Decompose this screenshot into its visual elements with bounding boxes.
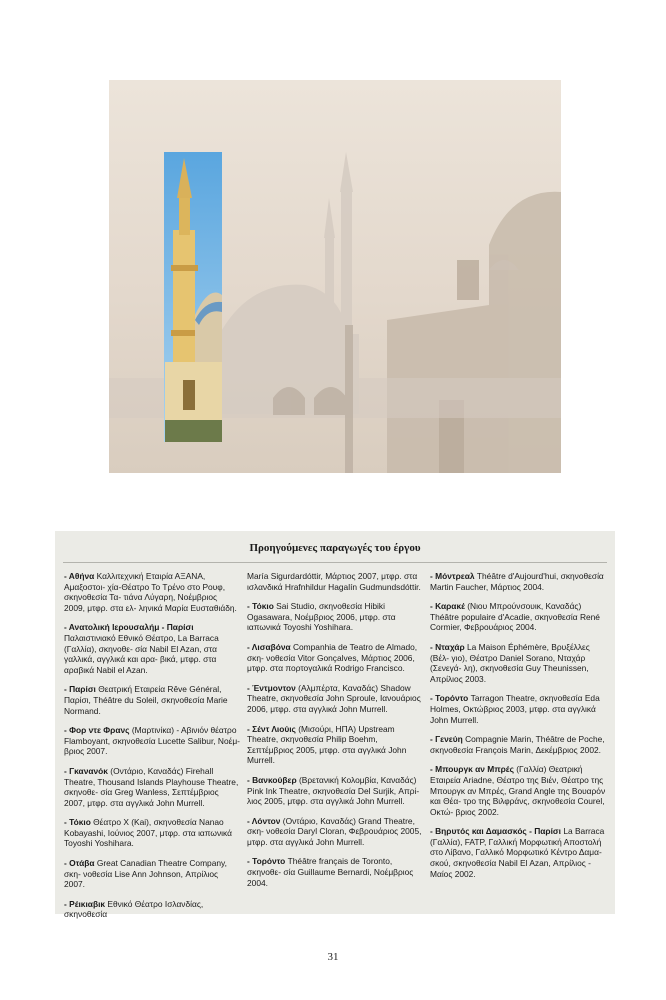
production-entry — [247, 683, 423, 715]
entry-place: - Τόκιο — [247, 601, 274, 612]
productions-column-3 — [430, 571, 606, 888]
productions-column-1 — [64, 571, 240, 929]
entry-text: Sai Studio, σκηνοθεσία Hibiki Ogasawara, Νοέμβριος 2006, μτφρ. στα ιαπωνικά Toyoshi Yoshihara. — [247, 601, 396, 633]
production-entry — [430, 693, 606, 725]
entry-place: - Αθήνα — [64, 571, 95, 581]
entry-text: La Barraca (Γαλλία), FATP, Γαλλική Μορφωτική Αποστολή στο Λίβανο, Γαλλικό Μορφωτικό Κέντρο Δαμα- σκού, σκηνοθεσία Nabil El Azan, Απρίλιος - Μαίος 2002. — [430, 826, 605, 879]
entry-text: (Μισούρι, ΗΠΑ) Upstream Theatre, σκηνοθεσία Philip Boehm, Σεπτέμβριος 2005, μτφρ. στα αγγλικά John Murrell. — [247, 723, 407, 766]
production-entry — [64, 684, 240, 716]
entry-place: - Βανκούβερ — [247, 774, 297, 785]
entry-place: - Νταχάρ — [430, 641, 465, 652]
entry-text: (Αλμπέρτα, Καναδάς) Shadow Theatre, σκηνοθεσία John Sproule, Ιανουάριος 2006, μτφρ. στα αγγλικά John Murrell. — [247, 682, 421, 714]
entry-place: - Καρακέ — [430, 601, 465, 612]
entry-text: Εθνικό Θέατρο Ισλανδίας, σκηνοθεσία — [64, 898, 204, 920]
entry-place: - Φορ ντε Φρανς — [64, 725, 130, 736]
production-entry — [64, 858, 240, 890]
entry-text: Companhia de Teatro de Almado, σκη- νοθεσία Vitor Gonçalves, Μάρτιος 2006, μτφρ. στα πορτογαλικά Rodrigo Francisco. — [247, 641, 418, 674]
production-entry — [64, 571, 240, 613]
panel-title: Προηγούμενες παραγωγές του έργου — [249, 542, 421, 554]
production-entry — [64, 817, 240, 849]
entry-place: - Οτάβα — [64, 858, 95, 869]
entry-place: - Τορόντο — [247, 856, 286, 867]
entry-place: - Μπουργκ αν Μπρές — [430, 764, 514, 775]
entry-text: La Maison Éphémère, Βρυξέλλες (Βέλ- γιο), Θέατρο Daniel Sorano, Νταχάρ (Σενεγά- λη), σκηνοθεσία Guy Theunissen, Απρίλιος 2003. — [430, 641, 590, 684]
production-entry — [247, 724, 423, 766]
entry-text: Θεατρική Εταιρεία Rêve Général, Παρίσι, Théâtre du Soleil, σκηνοθεσία Marie Normand. — [64, 684, 228, 716]
production-entry — [247, 571, 423, 592]
previous-productions-panel — [55, 531, 615, 920]
mosque-illustration — [109, 80, 561, 473]
production-entry — [247, 856, 423, 888]
entry-place: - Μόντρεαλ — [430, 571, 475, 581]
entry-place: - Λόντον — [247, 815, 281, 826]
entry-text: (Μαρτινίκα) - Αβινιόν θέατρο Flamboyant, σκηνοθεσία Lucette Salibur, Νοέμ- βριος 2007. — [64, 725, 240, 757]
entry-text: (Γαλλία) Θεατρική Εταιρεία Ariadne, Θέατρο της Βιέν, Θέατρο της Μπουργκ αν Μπρές, Grand Angle της Βουαρόν και Θέα- τρο της Βιλφράνς, σκηνοθεσία Courel, Οκτώ- βριος 2002. — [430, 764, 606, 817]
production-entry — [64, 766, 240, 808]
entry-place: - Σέντ Λιούις — [247, 723, 296, 734]
entry-text: Théâtre français de Toronto, σκηνοθε- σία Guillaume Bernardi, Νοέμβριος 2004. — [247, 856, 414, 888]
entry-place: - Λισαβόνα — [247, 641, 291, 652]
production-entry — [247, 775, 423, 807]
entry-text: (Οντάριο, Καναδάς) Grand Theatre, σκη- νοθεσία Daryl Cloran, Φεβρουάριος 2005, μτφρ. στα αγγλικά John Murrell. — [247, 815, 422, 847]
entry-text: Καλλιτεχνική Εταιρία ΑΞΑΝΑ, Αμαξοστοι- χία-Θέατρο Το Τρένο στο Ρουφ, σκηνοθεσία Τα- τιάνα Λύγαρη, Νοέμβριος 2009, μτφρ. στα ελ- ληνικά Μαρία Ευσταθιάδη. — [64, 571, 237, 613]
mosque-photo — [109, 80, 561, 473]
entry-text: (Νιου Μπρούνσουικ, Καναδάς) Théâtre populaire d'Acadie, σκηνοθεσία René Cormier, Φεβρουάριος 2004. — [430, 601, 600, 633]
productions-column-2 — [247, 571, 423, 897]
entry-text: (Οντάριο, Καναδάς) Firehall Theatre, Thousand Islands Playhouse Theatre, σκηνοθε- σία Greg Wanless, Σεπτέμβριος 2007, μτφρ. στα αγγλικά John Murrell. — [64, 765, 239, 808]
production-entry — [430, 764, 606, 817]
production-entry — [247, 601, 423, 633]
entry-text: (Βρετανική Κολομβία, Καναδάς) Pink Ink Theatre, σκηνοθεσία Del Surjik, Απρί- λιος 2005, μτφρ. στα αγγλικά John Murrell. — [247, 774, 420, 807]
entry-text: Compagnie Marin, Théâtre de Poche, σκηνοθεσία François Marin, Δεκέμβριος 2002. — [430, 734, 605, 755]
entry-place: - Βηρυτός και Δαμασκός - Παρίσι — [430, 826, 561, 837]
entry-text: María Sigurdardóttir, Μάρτιος 2007, μτφρ. στα ισλανδικά Hrafnhildur Hagalín Gudmundsdóttir. — [247, 571, 421, 592]
entry-text: Great Canadian Theatre Company, σκη- νοθεσία Lise Ann Johnson, Απρίλιος 2007. — [64, 858, 227, 890]
production-entry — [430, 826, 606, 879]
production-entry — [64, 725, 240, 757]
entry-text: Tarragon Theatre, σκηνοθεσία Eda Holmes, Οκτώβριος 2003, μτφρ. στα αγγλικά John Murrell. — [430, 693, 600, 725]
production-entry — [247, 816, 423, 848]
production-entry — [430, 734, 606, 755]
production-entry — [247, 642, 423, 674]
production-entry — [430, 601, 606, 633]
page-number: 31 — [327, 951, 339, 963]
entry-place: - Έντμοντον — [247, 682, 296, 693]
entry-text: Théâtre d'Aujourd'hui, σκηνοθεσία Martin Faucher, Μάρτιος 2004. — [430, 571, 604, 592]
production-entry — [64, 899, 240, 920]
production-entry — [430, 642, 606, 684]
entry-place: - Τόκιο — [64, 817, 91, 828]
production-entry — [430, 571, 606, 592]
entry-place: - Ανατολική Ιερουσαλήμ - Παρίσι — [64, 622, 194, 633]
entry-place: - Γενεύη — [430, 734, 463, 745]
title-divider — [63, 562, 607, 563]
entry-place: - Ρέικιαβικ — [64, 898, 106, 909]
entry-text: Παλαιστινιακό Εθνικό Θέατρο, La Barraca (Γαλλία), σκηνοθε- σία Nabil El Azan, στα γαλλικά, αγγλικά και αρα- βικά, μτφρ. στα αραβικά Nabil el Azan. — [64, 632, 219, 675]
entry-place: - Παρίσι — [64, 684, 96, 695]
entry-place: - Γκανανόκ — [64, 765, 108, 776]
entry-text: Θέατρο Χ (Kai), σκηνοθεσία Nanao Kobayashi, Ιούνιος 2007, μτφρ. στα ιαπωνικά Toyoshi Yoshihara. — [64, 817, 232, 849]
entry-place: - Τορόντο — [430, 693, 469, 704]
production-entry — [64, 622, 240, 675]
